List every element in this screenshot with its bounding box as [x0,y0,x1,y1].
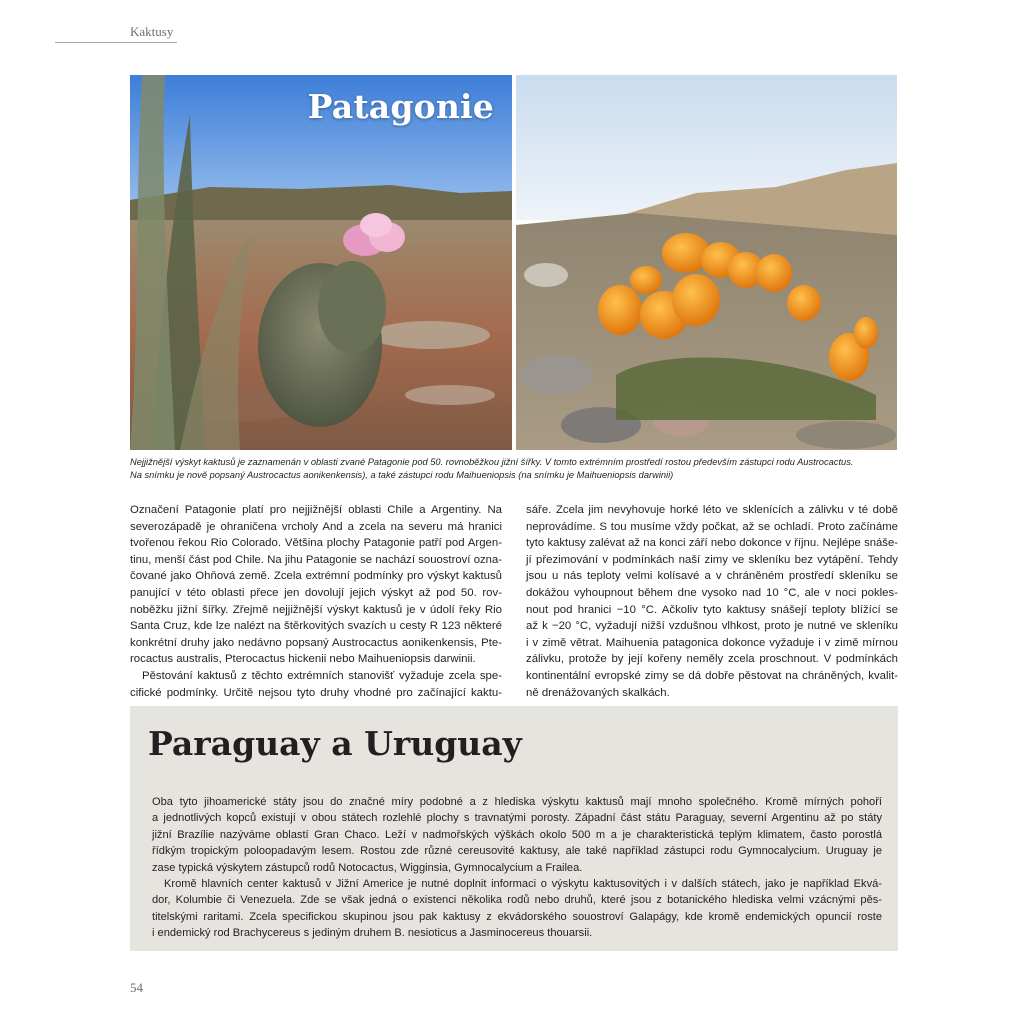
text-line: řídkým tropickým poloopadavým lesem. Rostou zde různé cereusovité kaktusy, ale také například zástupci rodu Gymnocalycium. Uruguay je [152,845,882,858]
text-line: i endemický rod Brachycereus s jediným druhem B. nesioticus a Jasminocereus thouarsii. [152,927,593,940]
text-line: noběžku jižní šířky. Zřejmě nejjižnější výskyt kaktusů je v údolí řeky Rio [130,603,502,616]
caption-line: Nejjižnější výskyt kaktusů je zaznamenán v oblasti zvané Patagonie pod 50. rovnoběžkou jižní šířky. V tomto extrémním prostředí rostou především zástupci rodu Austrocactus. [130,457,854,467]
text-line: Santa Cruz, kde lze nalézt na štěrkovitých svazích u cesty R 123 některé [130,620,502,633]
running-head: Kaktusy [130,24,174,39]
text-line: jsou u nás teploty velmi kolísavé a v chráněném prostředí skleníku se [526,570,898,583]
text-line: cifické podmínky. Určitě nejsou tyto druhy vhodné pro začínající kaktu- [130,686,502,699]
text-line: Označení Patagonie platí pro nejjižnější oblasti Chile a Argentiny. Na [130,504,502,516]
text-line: severozápadě je ohraničena vrcholy And a zcela na severu má hranici [130,520,502,533]
text-line: i v zimě větrat. Maihuenia patagonica dokonce vyžaduje i v zimě mírnou [526,636,898,649]
text-column-right [526,502,898,701]
section-title-paraguay-uruguay: Paraguay a Uruguay [148,724,522,763]
text-line: rocactus australis, Pterocactus hickenii nebo Maihueniopsis darwinii. [130,653,476,666]
photo-maihueniopsis [516,75,897,450]
text-line: nout pod hranici −10 °C. Ačkoliv tyto kaktusy snášejí teploty blížící se [526,603,898,616]
text-line: titelskými raritami. Zcela specifickou skupinou jsou pak kaktusy z ekvádorského souostroví Galapágy, kde kromě endemických opuncií roste [152,910,882,923]
text-line: tinu, menší část pod Chile. Na jihu Patagonie se nachází souostroví ozna- [130,553,502,566]
text-line: až k −20 °C, vyžadují nižší vzdušnou vlhkost, proto je nutné ve skleníku [526,620,898,633]
text-line: Oba tyto jihoamerické státy jsou do značné míry podobné a z hlediska výskytu kaktusů mají mnoho společného. Kromě mírných pohoří [152,796,882,808]
text-line: konkrétní druhy jako nedávno popsaný Austrocactus aonikenkensis, Pte- [130,636,502,649]
text-line: neprovádíme. S tou musíme vždy počkat, až se ochladí. Proto začínáme [526,520,898,533]
text-line: jí přezimování v podmínkách naší zimy ve skleníku bez vytápění. Tehdy [526,553,898,566]
text-line: zase typická výskytem zástupců rodů Notocactus, Wigginsia, Gymnocalycium a Frailea. [152,861,583,874]
text-line: ně drenážovaných skalkách. [526,686,670,699]
text-column-left [130,502,502,701]
caption-line: Na snímku je nově popsaný Austrocactus aonikenkensis), a také zástupci rodu Maihueniopsis (na snímku je Maihueniopsis darwinii) [130,470,674,480]
photo-austrocactus [130,75,512,450]
text-line: tvořenou řekou Rio Colorado. Většina plochy Patagonie patří pod Argen- [130,537,502,550]
text-line: sáře. Zcela jim nevyhovuje horké léto ve sklenících a zálivku v té době [526,504,898,516]
page-number: 54 [130,980,143,995]
text-line: kontinentální evropské zimy se dá dobře pěstovat na chráněných, kvalit- [526,669,898,682]
photo-maihueniopsis-image [516,75,897,450]
section-title-patagonie: Patagonie [307,87,494,126]
box-body [152,794,882,942]
text-line: jižní Brazílie nazýváme oblastí Gran Chaco. Leží v nadmořských výškách okolo 500 m a je charakteristická teplým klimatem, často porostlá [152,828,882,841]
text-line: tyto kaktusy zalévat až na konci září nebo dokonce v říjnu. Nejlépe snáše- [526,537,898,550]
text-line: čované jako Ohňová země. Zcela extrémní podmínky pro výskyt kaktusů [130,570,502,583]
text-line: zálivku, protože by její kořeny neměly zcela proschnout. V podmínkách [526,653,898,666]
text-line: Pěstování kaktusů z těchto extrémních stanovišť vyžaduje zcela spe- [142,669,502,682]
paraguay-uruguay-box [130,706,898,951]
text-line: dokážou vyhoupnout během dne vysoko nad 10 °C, ale v noci pokles- [526,586,898,599]
text-line: Kromě hlavních center kaktusů v Jižní Americe je nutné doplnit informaci o výskytu kaktusovitých i v dalších státech, jako je například Ekvá- [164,878,882,891]
text-line: panující v této oblasti přece jen dovolují jejich výskyt až pod 50. rov- [130,586,502,599]
photo-austrocactus-image [130,75,512,450]
text-line: dor, Kolumbie či Venezuela. Zde se však jedná o existenci několika rodů nebo druhů, které jsou z botanického hlediska velmi vzácnými pěs- [152,894,882,907]
text-line: a jednotlivých kopců existují v obou státech rozlehlé plochy s travnatými porosty. Západní část státu Paraguay, severní Argentinu až po státy [152,812,882,825]
header-rule [55,42,177,43]
photo-caption [130,456,900,482]
